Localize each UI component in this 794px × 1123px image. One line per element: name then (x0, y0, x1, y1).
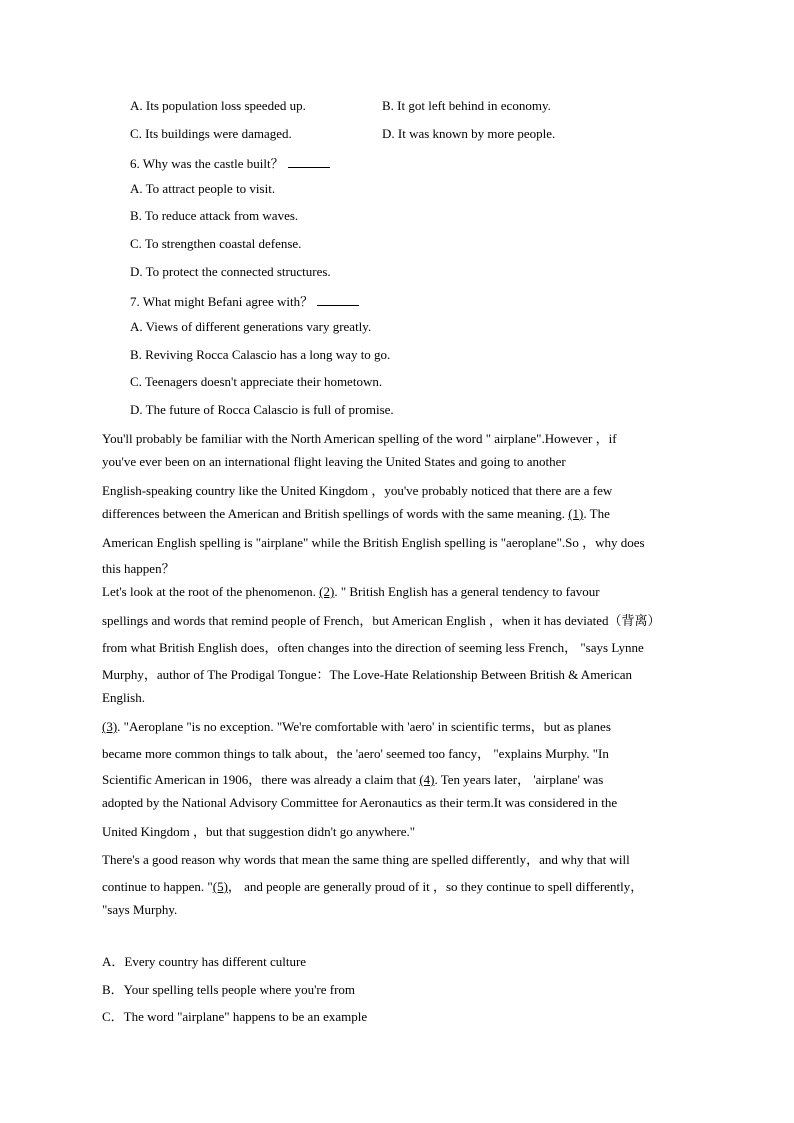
q7-option-c: C. Teenagers doesn't appreciate their hometown. (130, 374, 383, 389)
passage-line: "says Murphy. (102, 902, 178, 917)
q6-option-a: A. To attract people to visit. (130, 181, 276, 196)
passage-line: from what British English does，often changes into the direction of seeming less French， "says Lynne (102, 640, 644, 655)
q7-stem (130, 291, 359, 310)
q7-stem-text: 7. What might Befani agree with？ (130, 294, 314, 309)
q6-option-c: C. To strengthen coastal defense. (130, 236, 302, 251)
passage-line: you've ever been on an international flight leaving the United States and going to another (102, 454, 566, 469)
passage-line: United Kingdom ，but that suggestion didn't go anywhere." (102, 824, 416, 839)
passage-line (102, 584, 600, 600)
passage-line: You'll probably be familiar with the North American spelling of the word " airplane".However ，if (102, 431, 617, 446)
q6-option-b: B. To reduce attack from waves. (130, 208, 299, 223)
passage-text: continue to happen. " (102, 879, 213, 894)
answer-option-a: A．Every country has different culture (102, 954, 307, 969)
passage-text: Scientific American in 1906，there was already a claim that (102, 772, 417, 787)
q5-option-row-1 (130, 98, 551, 114)
passage-text: ， and people are generally proud of it ，so they continue to spell differently， (227, 879, 644, 894)
blank-4[interactable]: (4) (419, 772, 435, 787)
blank-2[interactable]: (2) (319, 584, 335, 599)
blank-3[interactable]: (3) (102, 719, 118, 734)
passage-line: adopted by the National Advisory Committee for Aeronautics as their term.It was considered in the (102, 795, 618, 810)
passage-text: . The (583, 506, 610, 521)
passage-line: English. (102, 690, 145, 705)
passage-line (102, 506, 610, 522)
answer-option-b: B．Your spelling tells people where you're from (102, 982, 356, 997)
q7-option-b: B. Reviving Rocca Calascio has a long way to go. (130, 347, 391, 362)
passage-line: American English spelling is "airplane" while the British English spelling is "aeroplane".So ，why does (102, 535, 645, 550)
blank-5[interactable]: (5) (212, 879, 228, 894)
answer-blank[interactable] (288, 155, 330, 168)
passage-text: Let's look at the root of the phenomenon. (102, 584, 316, 599)
q5-option-d: D. It was known by more people. (382, 126, 556, 141)
q7-option-a: A. Views of different generations vary greatly. (130, 319, 372, 334)
answer-option-c: C．The word "airplane" happens to be an example (102, 1009, 368, 1024)
passage-line: English-speaking country like the United Kingdom ，you've probably noticed that there are a few (102, 483, 613, 498)
q5-option-c: C. Its buildings were damaged. (130, 126, 292, 141)
passage-line (102, 716, 611, 735)
q5-option-a: A. Its population loss speeded up. (130, 98, 306, 113)
q7-option-d: D. The future of Rocca Calascio is full of promise. (130, 402, 394, 417)
passage-line: this happen？ (102, 561, 175, 576)
passage-line (102, 876, 643, 895)
q6-stem-text: 6. Why was the castle built？ (130, 156, 284, 171)
passage-text: differences between the American and British spellings of words with the same meaning. (102, 506, 565, 521)
passage-line: spellings and words that remind people of French，but American English ，when it has deviated（背离） (102, 613, 661, 628)
passage-line: became more common things to talk about，the 'aero' seemed too fancy， "explains Murphy. "In (102, 746, 609, 761)
blank-1[interactable]: (1) (568, 506, 584, 521)
passage-text: . "Aeroplane "is no exception. "We're comfortable with 'aero' in scientific terms，but as planes (117, 719, 611, 734)
passage-line: Murphy，author of The Prodigal Tongue：The Love-Hate Relationship Between British & American (102, 667, 633, 682)
passage-text: . " British English has a general tendency to favour (334, 584, 600, 599)
q5-option-b: B. It got left behind in economy. (382, 98, 551, 113)
q6-option-d: D. To protect the connected structures. (130, 264, 331, 279)
passage-text: . Ten years later， 'airplane' was (434, 772, 604, 787)
q6-stem (130, 153, 330, 172)
passage-line: There's a good reason why words that mean the same thing are spelled differently，and why that will (102, 852, 630, 867)
answer-blank[interactable] (317, 293, 359, 306)
q5-option-row-2 (130, 126, 556, 142)
passage-line (102, 769, 603, 788)
